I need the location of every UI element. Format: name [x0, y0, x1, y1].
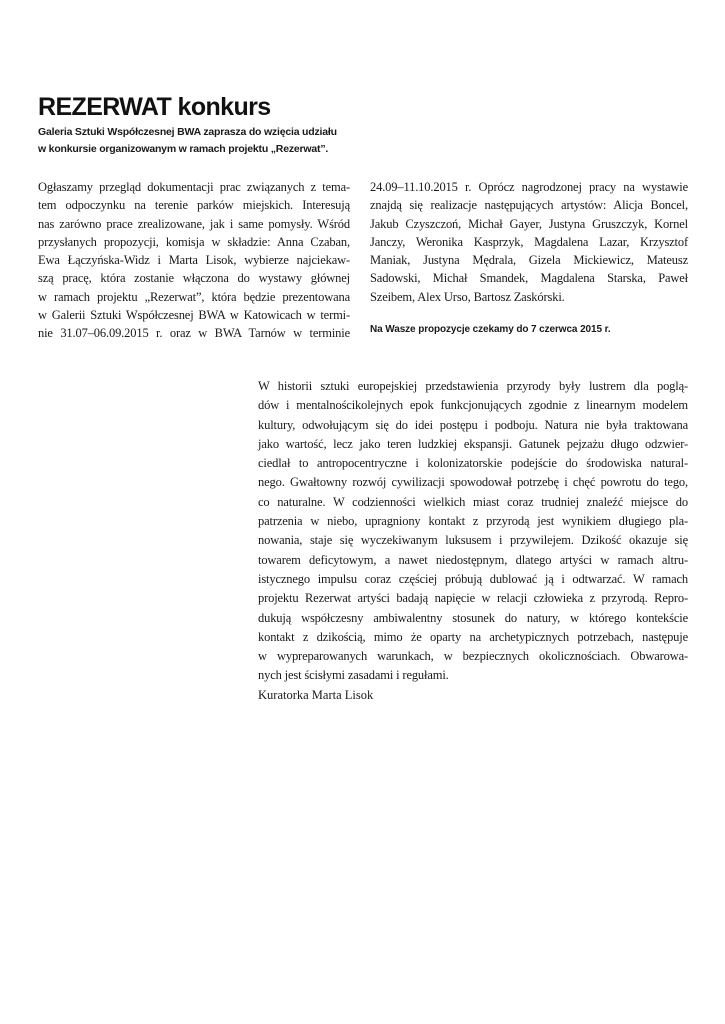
contest-text-left-column	[38, 178, 350, 343]
text-line: Jakub Czyszczoń, Michał Gayer, Justyna Gruszczyk, Kornel	[370, 216, 688, 231]
essay-line: towarem deficytowym, a nawet niedostępnym, dlatego artyści w ramach altru-	[258, 552, 688, 567]
essay-line: istycznego impulsu coraz częściej próbują dublować ją i odtwarzać. W ramach	[258, 571, 688, 586]
essay-line: co naturalne. W codzienności wielkich miast coraz trudniej znaleźć miejsce do	[258, 494, 688, 509]
text-line: w ramach projektu „Rezerwat”, która będzie prezentowana	[38, 289, 350, 304]
lead-paragraph	[38, 124, 378, 158]
page-title: REZERWAT konkurs	[38, 92, 271, 121]
curator-signature: Kuratorka Marta Lisok	[258, 688, 374, 702]
essay-line: w wypreparowanych warunkach, w bezpiecznych okolicznościach. Obwarowa-	[258, 649, 688, 664]
text-line: 24.09–11.10.2015 r. Oprócz nagrodzonej pracy na wystawie	[370, 180, 688, 194]
text-line: szą pracę, która zostanie włączona do wystawy głównej	[38, 271, 350, 286]
essay-line: jako wartość, lecz jako teren ludzkiej ekspansji. Gatunek pejzażu długo odzwier-	[258, 436, 688, 451]
contest-text-right-column	[370, 178, 688, 306]
essay-line: nowania, staje się wyczekiwanym luksusem i przywilejem. Dzikość okazuje się	[258, 533, 688, 548]
essay-line: dów i mentalnościkolejnych epok funkcjonujących zgodnie z linearnym modelem	[258, 398, 688, 413]
text-line: przysłanych propozycji, komisja w składzie: Anna Czaban,	[38, 234, 350, 249]
text-line: Ewa Łączyńska-Widz i Marta Lisok, wybierze najciekaw-	[38, 253, 350, 268]
text-line: tem odpoczynku na terenie parków miejskich. Interesują	[38, 198, 350, 213]
lead-line: Galeria Sztuki Współczesnej BWA zaprasza do wzięcia udziału	[38, 126, 337, 138]
text-line: znajdą się realizacje następujących artystów: Alicja Boncel,	[370, 198, 688, 213]
essay-line: W historii sztuki europejskiej przedstawienia przyrody były lustrem dla poglą-	[258, 379, 688, 393]
text-line: nas zarówno prace zrealizowane, jak i same pomysły. Wśród	[38, 216, 350, 231]
text-line: Sadowski, Michał Smandek, Magdalena Starska, Paweł	[370, 271, 688, 286]
deadline-notice: Na Wasze propozycje czekamy do 7 czerwca 2015 r.	[370, 324, 611, 335]
curatorial-essay	[258, 377, 688, 686]
lead-line: w konkursie organizowanym w ramach projektu „Rezerwat”.	[38, 143, 329, 155]
text-line: Maniak, Justyna Mędrala, Gizela Mickiewicz, Mateusz	[370, 253, 688, 268]
essay-line: nych jest ścisłymi zasadami i regułami.	[258, 668, 449, 683]
essay-line: projektu Rezerwat artyści badają napięcie w relacji człowieka z przyrodą. Repro-	[258, 591, 688, 606]
text-line: Janczy, Weronika Kasprzyk, Magdalena Lazar, Krzysztof	[370, 234, 688, 249]
text-line: Ogłaszamy przegląd dokumentacji prac związanych z tema-	[38, 180, 350, 194]
essay-line: nego. Gwałtowny rozwój cywilizacji spowodował potrzebę i chęć powrotu do tego,	[258, 475, 688, 490]
essay-line: patrzenia w niebo, upragniony kontakt z przyrodą jest wynikiem długiego pla-	[258, 514, 688, 529]
text-line: w Galerii Sztuki Współczesnej BWA w Katowicach w termi-	[38, 308, 350, 323]
essay-line: kontakt z dzikością, mimo że oparty na archetypicznych potrzebach, następuje	[258, 629, 688, 644]
essay-line: ciedlał to antropocentryczne i kolonizatorskie podejście do środowiska natural-	[258, 456, 688, 471]
text-line: Szeibem, Alex Urso, Bartosz Zaskórski.	[370, 289, 565, 304]
essay-line: kultury, odwołującym się do idei postępu i podboju. Natura nie była traktowana	[258, 417, 688, 432]
text-line: nie 31.07–06.09.2015 r. oraz w BWA Tarnów w terminie	[38, 326, 350, 341]
essay-line: dukują współczesny ambiwalentny stosunek do natury, w którego kontekście	[258, 610, 688, 625]
